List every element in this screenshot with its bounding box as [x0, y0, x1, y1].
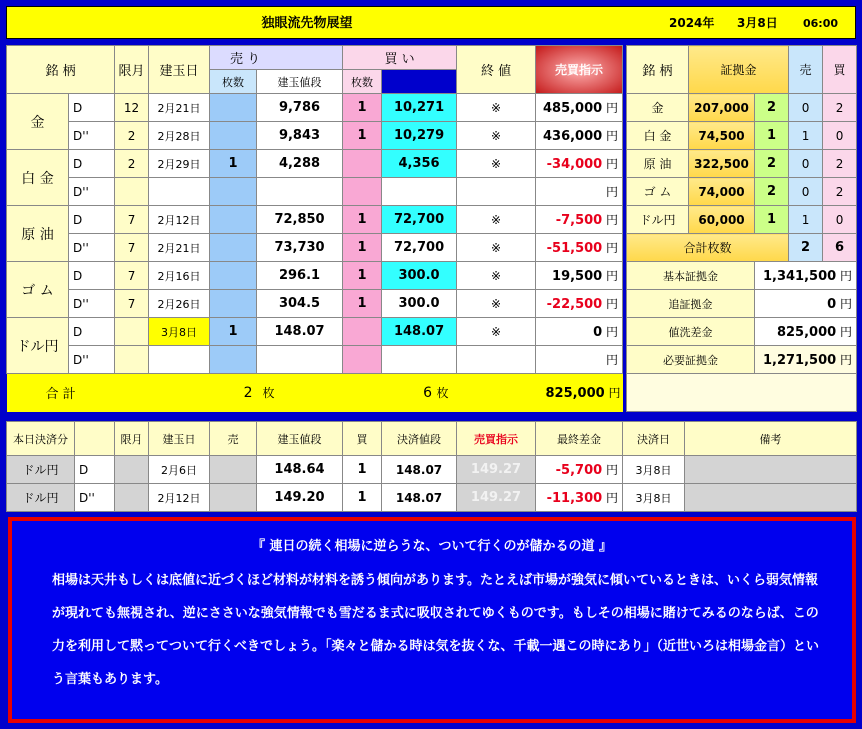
settle-final-cell	[536, 456, 623, 484]
position-price: 72,850	[257, 206, 343, 234]
margin-summary-row	[627, 262, 857, 290]
close-price: 300.0	[382, 262, 457, 290]
buy-count: 1	[343, 206, 382, 234]
diff-unit: 円	[606, 213, 619, 227]
instruction-mark: ※	[457, 318, 536, 346]
settle-header-sdate: 決済日	[623, 422, 685, 456]
sell-count	[210, 262, 257, 290]
market-comment-box	[8, 517, 856, 723]
settle-date: 2月12日	[149, 484, 210, 512]
summary-value-cell	[755, 346, 857, 374]
sell-count	[210, 290, 257, 318]
position-date	[149, 346, 210, 374]
sell-count	[210, 346, 257, 374]
position-price: 148.07	[257, 318, 343, 346]
comment-title: 『 連日の続く相場に逆らうな、ついて行くのが儲かるの道 』	[251, 539, 613, 554]
margin-total-label: 合計枚数	[627, 234, 789, 262]
close-price: 4,356	[382, 150, 457, 178]
diff-value: 436,000	[542, 129, 603, 144]
margin-commodity: 金	[627, 94, 689, 122]
header-owarine: 終 値	[457, 46, 536, 94]
settle-header-type	[75, 422, 115, 456]
summary-value-cell	[755, 262, 857, 290]
margin-commodity: ドル円	[627, 206, 689, 234]
commodity-name: 原 油	[7, 206, 69, 262]
summary-label: 追証拠金	[627, 290, 755, 318]
sell-count: 1	[210, 318, 257, 346]
summary-value-cell	[755, 318, 857, 346]
margin-sell: 0	[789, 94, 823, 122]
margin-commodity: ゴ ム	[627, 178, 689, 206]
settle-final-cell	[536, 484, 623, 512]
position-price	[257, 178, 343, 206]
contract-month	[115, 178, 149, 206]
margin-row	[627, 206, 857, 234]
close-price	[382, 346, 457, 374]
settle-final: -11,300	[546, 491, 603, 506]
margin-sell: 1	[789, 206, 823, 234]
settle-price: 148.07	[382, 456, 457, 484]
settle-header-buy: 買	[343, 422, 382, 456]
diff-cell	[536, 318, 623, 346]
diff-cell	[536, 122, 623, 150]
total-sell: 2	[243, 384, 253, 401]
commodity-name: ゴ ム	[7, 262, 69, 318]
position-date: 2月21日	[149, 94, 210, 122]
header-meigara: 銘 柄	[7, 46, 115, 94]
position-row	[7, 122, 623, 150]
diff-unit: 円	[606, 101, 619, 115]
header-year: 2024年	[669, 16, 715, 30]
diff-cell	[536, 346, 623, 374]
buy-count: 1	[343, 234, 382, 262]
settle-type: D''	[75, 484, 115, 512]
instruction-mark: ※	[457, 206, 536, 234]
summary-value: 1,341,500	[762, 269, 837, 284]
contract-month: 7	[115, 262, 149, 290]
settle-final: -5,700	[555, 463, 603, 478]
margin-header-uri: 売	[789, 46, 823, 94]
margin-row	[627, 178, 857, 206]
settle-final-unit: 円	[605, 463, 618, 477]
summary-label: 必要証拠金	[627, 346, 755, 374]
settle-buy: 1	[343, 456, 382, 484]
header-maisu-buy: 枚数	[343, 70, 382, 94]
sell-count: 1	[210, 150, 257, 178]
instruction-mark: ※	[457, 122, 536, 150]
contract-type: D''	[69, 290, 115, 318]
position-price: 9,843	[257, 122, 343, 150]
margin-sell: 0	[789, 150, 823, 178]
position-price: 73,730	[257, 234, 343, 262]
sell-count	[210, 234, 257, 262]
total-sell-unit: 枚	[262, 386, 275, 401]
margin-sell: 1	[789, 122, 823, 150]
settle-instruction: 149.27	[457, 456, 536, 484]
margin-header-shokokin: 証拠金	[689, 46, 789, 94]
position-price: 9,786	[257, 94, 343, 122]
contract-type: D''	[69, 178, 115, 206]
settle-position-price: 149.20	[257, 484, 343, 512]
diff-cell	[536, 234, 623, 262]
diff-cell	[536, 206, 623, 234]
sell-count	[210, 206, 257, 234]
sell-count	[210, 178, 257, 206]
margin-amount: 322,500	[689, 150, 755, 178]
position-date: 2月21日	[149, 234, 210, 262]
contract-month: 12	[115, 94, 149, 122]
margin-summary-row	[627, 318, 857, 346]
diff-value: -51,500	[546, 241, 603, 256]
header-tate-price: 建玉値段	[257, 70, 343, 94]
position-date: 2月29日	[149, 150, 210, 178]
settle-commodity: ドル円	[7, 456, 75, 484]
margin-buy: 0	[823, 122, 857, 150]
contract-type: D	[69, 318, 115, 346]
margin-commodity: 白 金	[627, 122, 689, 150]
header-tateg: 建玉日	[149, 46, 210, 94]
buy-count: 1	[343, 122, 382, 150]
position-date: 2月26日	[149, 290, 210, 318]
diff-value: 19,500	[552, 269, 603, 284]
diff-cell	[536, 290, 623, 318]
settle-header-name: 本日決済分	[7, 422, 75, 456]
header-maisu-sell: 枚数	[210, 70, 257, 94]
margin-count: 1	[755, 122, 789, 150]
position-row	[7, 234, 623, 262]
margin-summary-row	[627, 290, 857, 318]
contract-type: D''	[69, 122, 115, 150]
settle-header-date: 建玉日	[149, 422, 210, 456]
contract-month: 7	[115, 206, 149, 234]
close-price: 72,700	[382, 206, 457, 234]
instruction-mark: ※	[457, 262, 536, 290]
margin-row	[627, 122, 857, 150]
contract-type: D	[69, 206, 115, 234]
diff-cell	[536, 150, 623, 178]
sell-count	[210, 122, 257, 150]
commodity-name: 白 金	[7, 150, 69, 206]
total-diff: 825,000 円	[545, 386, 621, 402]
close-price: 72,700	[382, 234, 457, 262]
buy-count	[343, 178, 382, 206]
positions-table	[6, 45, 623, 412]
position-row	[7, 346, 623, 374]
buy-count	[343, 150, 382, 178]
close-price: 10,271	[382, 94, 457, 122]
close-price: 300.0	[382, 290, 457, 318]
margin-sell: 0	[789, 178, 823, 206]
summary-unit: 円	[840, 269, 853, 283]
diff-value: -7,500	[555, 213, 603, 228]
contract-month: 7	[115, 290, 149, 318]
summary-value: 825,000	[776, 325, 837, 340]
margin-buy: 0	[823, 206, 857, 234]
diff-unit: 円	[606, 129, 619, 143]
position-date	[149, 178, 210, 206]
margin-count: 2	[755, 150, 789, 178]
buy-count: 1	[343, 290, 382, 318]
diff-value: -22,500	[546, 297, 603, 312]
contract-type: D	[69, 150, 115, 178]
position-price: 304.5	[257, 290, 343, 318]
settle-note	[685, 456, 857, 484]
contract-month: 2	[115, 122, 149, 150]
margin-header-kai: 買	[823, 46, 857, 94]
summary-label: 値洗差金	[627, 318, 755, 346]
margin-commodity: 原 油	[627, 150, 689, 178]
commodity-name: ドル円	[7, 318, 69, 374]
settle-buy: 1	[343, 484, 382, 512]
contract-month	[115, 346, 149, 374]
settle-instruction: 149.27	[457, 484, 536, 512]
close-price	[382, 178, 457, 206]
summary-value: 1,271,500	[762, 353, 837, 368]
position-date: 2月28日	[149, 122, 210, 150]
settle-price: 148.07	[382, 484, 457, 512]
position-date: 3月8日	[149, 318, 210, 346]
position-row	[7, 178, 623, 206]
instruction-mark	[457, 178, 536, 206]
settle-note	[685, 484, 857, 512]
buy-count	[343, 346, 382, 374]
margin-header-meigara: 銘 柄	[627, 46, 689, 94]
comment-body: 相場は天井もしくは底値に近づくほど材料が材料を誘う傾向があります。たとえば市場が強気に傾いているときは、いくら弱気情報が現れても無視され、逆にささいな強気情報でも雪だるま式に吸収されてゆくものです。もしその相場に賭けてみるのならば、この力を利用して黙ってついて行くべきでしょう。「楽々と儲かる時は気を抜くな、千載一遇この時にあり」（近世いろは相場金言）という言葉もあります。	[52, 573, 820, 687]
contract-month: 7	[115, 234, 149, 262]
summary-unit: 円	[840, 297, 853, 311]
settle-type: D	[75, 456, 115, 484]
diff-value: -34,000	[546, 157, 603, 172]
position-row	[7, 150, 623, 178]
settle-header-final: 最終差金	[536, 422, 623, 456]
buy-count	[343, 318, 382, 346]
position-row	[7, 318, 623, 346]
position-row	[7, 290, 623, 318]
contract-type: D''	[69, 346, 115, 374]
sell-count	[210, 94, 257, 122]
diff-unit: 円	[606, 241, 619, 255]
position-price	[257, 346, 343, 374]
position-date: 2月16日	[149, 262, 210, 290]
settle-position-price: 148.64	[257, 456, 343, 484]
position-row	[7, 94, 623, 122]
close-price: 148.07	[382, 318, 457, 346]
header-kai: 買 い	[343, 46, 457, 70]
settle-header-month: 限月	[115, 422, 149, 456]
total-buy: 6 枚	[423, 385, 449, 402]
diff-cell	[536, 178, 623, 206]
header-gengetsu: 限月	[115, 46, 149, 94]
diff-unit: 円	[606, 269, 619, 283]
diff-unit: 円	[606, 325, 619, 339]
settle-final-unit: 円	[605, 491, 618, 505]
margin-table	[626, 45, 857, 412]
contract-month	[115, 318, 149, 346]
margin-amount: 74,000	[689, 178, 755, 206]
diff-unit: 円	[606, 297, 619, 311]
margin-amount: 60,000	[689, 206, 755, 234]
margin-buy: 2	[823, 94, 857, 122]
buy-count: 1	[343, 94, 382, 122]
margin-row	[627, 94, 857, 122]
header-uri: 売 り	[210, 46, 343, 70]
settle-header-settle-price: 決済値段	[382, 422, 457, 456]
margin-buy: 2	[823, 178, 857, 206]
page-title: 独眼流先物展望	[261, 16, 353, 31]
settle-sdate: 3月8日	[623, 484, 685, 512]
margin-amount: 74,500	[689, 122, 755, 150]
header-instr: 売買指示	[536, 46, 623, 94]
margin-count: 2	[755, 94, 789, 122]
settlement-row	[7, 484, 857, 512]
diff-unit: 円	[606, 157, 619, 171]
header-time: 06:00	[803, 17, 839, 30]
instruction-mark	[457, 346, 536, 374]
contract-type: D''	[69, 234, 115, 262]
settle-header-instr: 売買指示	[457, 422, 536, 456]
position-price: 4,288	[257, 150, 343, 178]
summary-unit: 円	[840, 325, 853, 339]
header-bar	[6, 6, 856, 39]
settle-header-sell: 売	[210, 422, 257, 456]
margin-amount: 207,000	[689, 94, 755, 122]
margin-buy: 2	[823, 150, 857, 178]
margin-count: 1	[755, 206, 789, 234]
settle-sdate: 3月8日	[623, 456, 685, 484]
summary-label: 基本証拠金	[627, 262, 755, 290]
settle-header-price: 建玉値段	[257, 422, 343, 456]
contract-month: 2	[115, 150, 149, 178]
diff-value: 0	[593, 325, 603, 340]
settlement-table	[6, 421, 857, 512]
margin-total-sell: 2	[789, 234, 823, 262]
diff-cell	[536, 94, 623, 122]
commodity-name: 金	[7, 94, 69, 150]
contract-type: D	[69, 262, 115, 290]
instruction-mark: ※	[457, 94, 536, 122]
settle-date: 2月6日	[149, 456, 210, 484]
settle-commodity: ドル円	[7, 484, 75, 512]
diff-value: 485,000	[542, 101, 603, 116]
margin-total-buy: 6	[823, 234, 857, 262]
margin-summary-row	[627, 346, 857, 374]
diff-cell	[536, 262, 623, 290]
diff-unit: 円	[606, 353, 619, 367]
summary-value-cell	[755, 290, 857, 318]
margin-row	[627, 150, 857, 178]
header-date: 3月8日	[737, 16, 778, 30]
margin-count: 2	[755, 178, 789, 206]
instruction-mark: ※	[457, 150, 536, 178]
position-price: 296.1	[257, 262, 343, 290]
total-buy-unit: 枚	[436, 386, 449, 401]
total-label: 合 計	[45, 387, 76, 403]
summary-value: 0	[827, 297, 837, 312]
buy-count: 1	[343, 262, 382, 290]
instruction-mark: ※	[457, 234, 536, 262]
contract-type: D	[69, 94, 115, 122]
settle-header-note: 備考	[685, 422, 857, 456]
position-date: 2月12日	[149, 206, 210, 234]
summary-unit: 円	[840, 353, 853, 367]
close-price: 10,279	[382, 122, 457, 150]
position-row	[7, 206, 623, 234]
settlement-row	[7, 456, 857, 484]
diff-unit: 円	[606, 185, 619, 199]
instruction-mark: ※	[457, 290, 536, 318]
position-row	[7, 262, 623, 290]
